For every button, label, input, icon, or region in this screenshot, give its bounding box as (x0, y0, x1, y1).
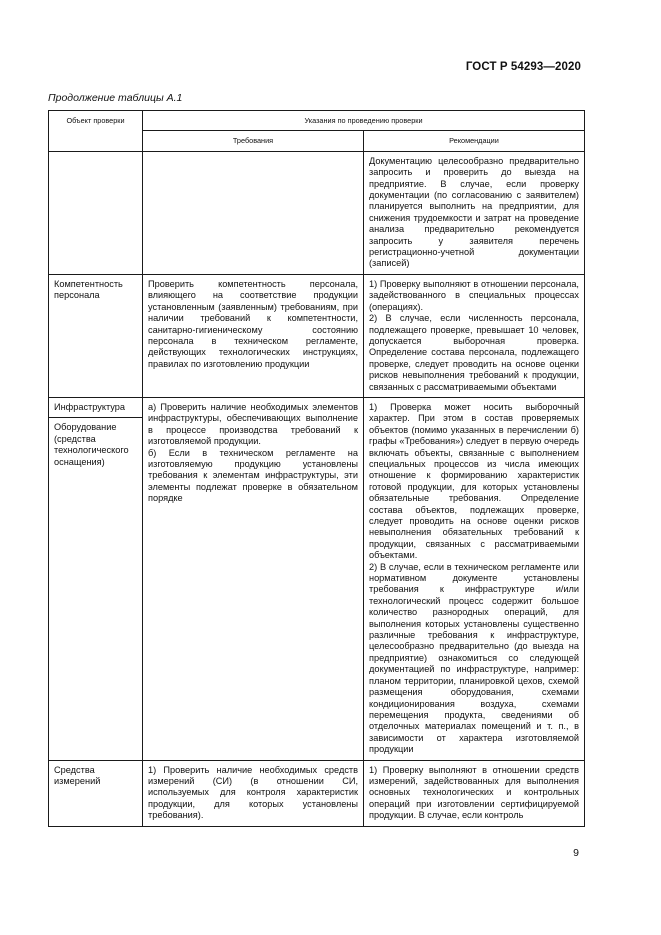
object-cell (49, 151, 143, 274)
recommendations-text: 1) Проверка может носить выборочный характер. При этом в состав проверяемых объектов (помимо указанных в перечислении б) графы «Требования») следует в первую очередь включать объекты, связанные с выполнением специальных процессов из числа имеющих отношение к формированию характеристик готовой продукции, для которых установлены обязательные требования. Определение состава объектов, подлежащих проверке, следует проводить на основе оценки рисков невыполнения обязательных требований к продукции, связанных с рассматриваемыми объектами. 2) В случае, если в техническом регламенте или нормативном документе установлены требования к инфраструктуре и/или технологический процесс содержит большое количество разнородных операций, для выполнения которых установлены существенно различные требования к инфраструктуре, целесообразно предварительно (до выезда на предприятие) ознакомиться со следующей документацией по инфраструктуре, например: планом территории, планировкой цехов, схемой размещения оборудования, схемами кондиционирования воздуха, схемами перемещения продукта, сведениями об отделочных материалах помещений и т. п., в зависимости от характера изготовляемой продукции (369, 401, 579, 755)
table-row (49, 760, 585, 826)
table-row (49, 151, 585, 274)
object-cell (49, 397, 143, 760)
table-caption: Продолжение таблицы А.1 (48, 92, 183, 104)
object-cell: Средства измерений (49, 760, 143, 826)
table-row (49, 274, 585, 397)
object-equipment: Оборудование (средства технологического оснащения) (49, 417, 142, 468)
page-number: 9 (573, 847, 579, 859)
object-cell: Компетентность персонала (49, 274, 143, 397)
object-infrastructure: Инфраструктура (54, 401, 126, 412)
table-row (49, 397, 585, 760)
header-recommendations: Рекомендации (364, 131, 585, 151)
header-guidance-group: Указания по проведению проверки (143, 111, 585, 131)
recommendations-text: 1) Проверку выполняют в отношении персонала, задействованного в специальных процессах (операциях). 2) В случае, если численность персонала, подлежащего проверке, превышает 10 человек, допускается выборочная проверка. Определение состава персонала, подлежащего проверке, следует проводить на основе оценки рисков невыполнения требований к продукции, связанных с рассматриваемыми объектами (369, 278, 579, 392)
header-requirements: Требования (143, 131, 364, 151)
requirements-cell (143, 397, 364, 760)
recommendations-cell: 1) Проверку выполняют в отношении средств измерений, задействованных для выполнения основных технологических и контрольных операций при изготовлении сертифицируемой продукции. В случае, если контроль (364, 760, 585, 826)
recommendations-cell (364, 397, 585, 760)
recommendations-cell: Документацию целесообразно предварительно запросить и проверить до выезда на предприятие. В случае, если проверку документации (по согласованию с заявителем) планируется выполнить на предприятии, для снижения трудоемкости и затрат на проведение анализа предварительно рекомендуется запросить у заявителя перечень регистрационно-учетной документации (записей) (364, 151, 585, 274)
document-code: ГОСТ Р 54293—2020 (465, 61, 581, 73)
recommendations-cell (364, 274, 585, 397)
inspection-table (48, 110, 585, 827)
requirements-cell (143, 151, 364, 274)
header-object: Объект проверки (49, 111, 143, 152)
requirements-text: а) Проверить наличие необходимых элементов инфраструктуры, обеспечивающих выполнение в процессе производства требований к изготовляемой продукции. б) Если в техническом регламенте на изготовляемую продукцию установлены требования к элементам инфраструктуры, эти элементы подлежат проверке в обязательном порядке (148, 401, 358, 504)
requirements-cell: 1) Проверить наличие необходимых средств измерений (СИ) (в отношении СИ, используемых для контроля характеристик продукции, для которых установлены требования). (143, 760, 364, 826)
requirements-cell: Проверить компетентность персонала, влияющего на соответствие продукции установленным (заявленным) требованиям, при наличии требований к компетентности, санитарно-гигиеническому состоянию персонала в техническом регламенте, действующих технологических инструкциях, правилах по изготовлению продукции (143, 274, 364, 397)
table-header-row (49, 111, 585, 131)
